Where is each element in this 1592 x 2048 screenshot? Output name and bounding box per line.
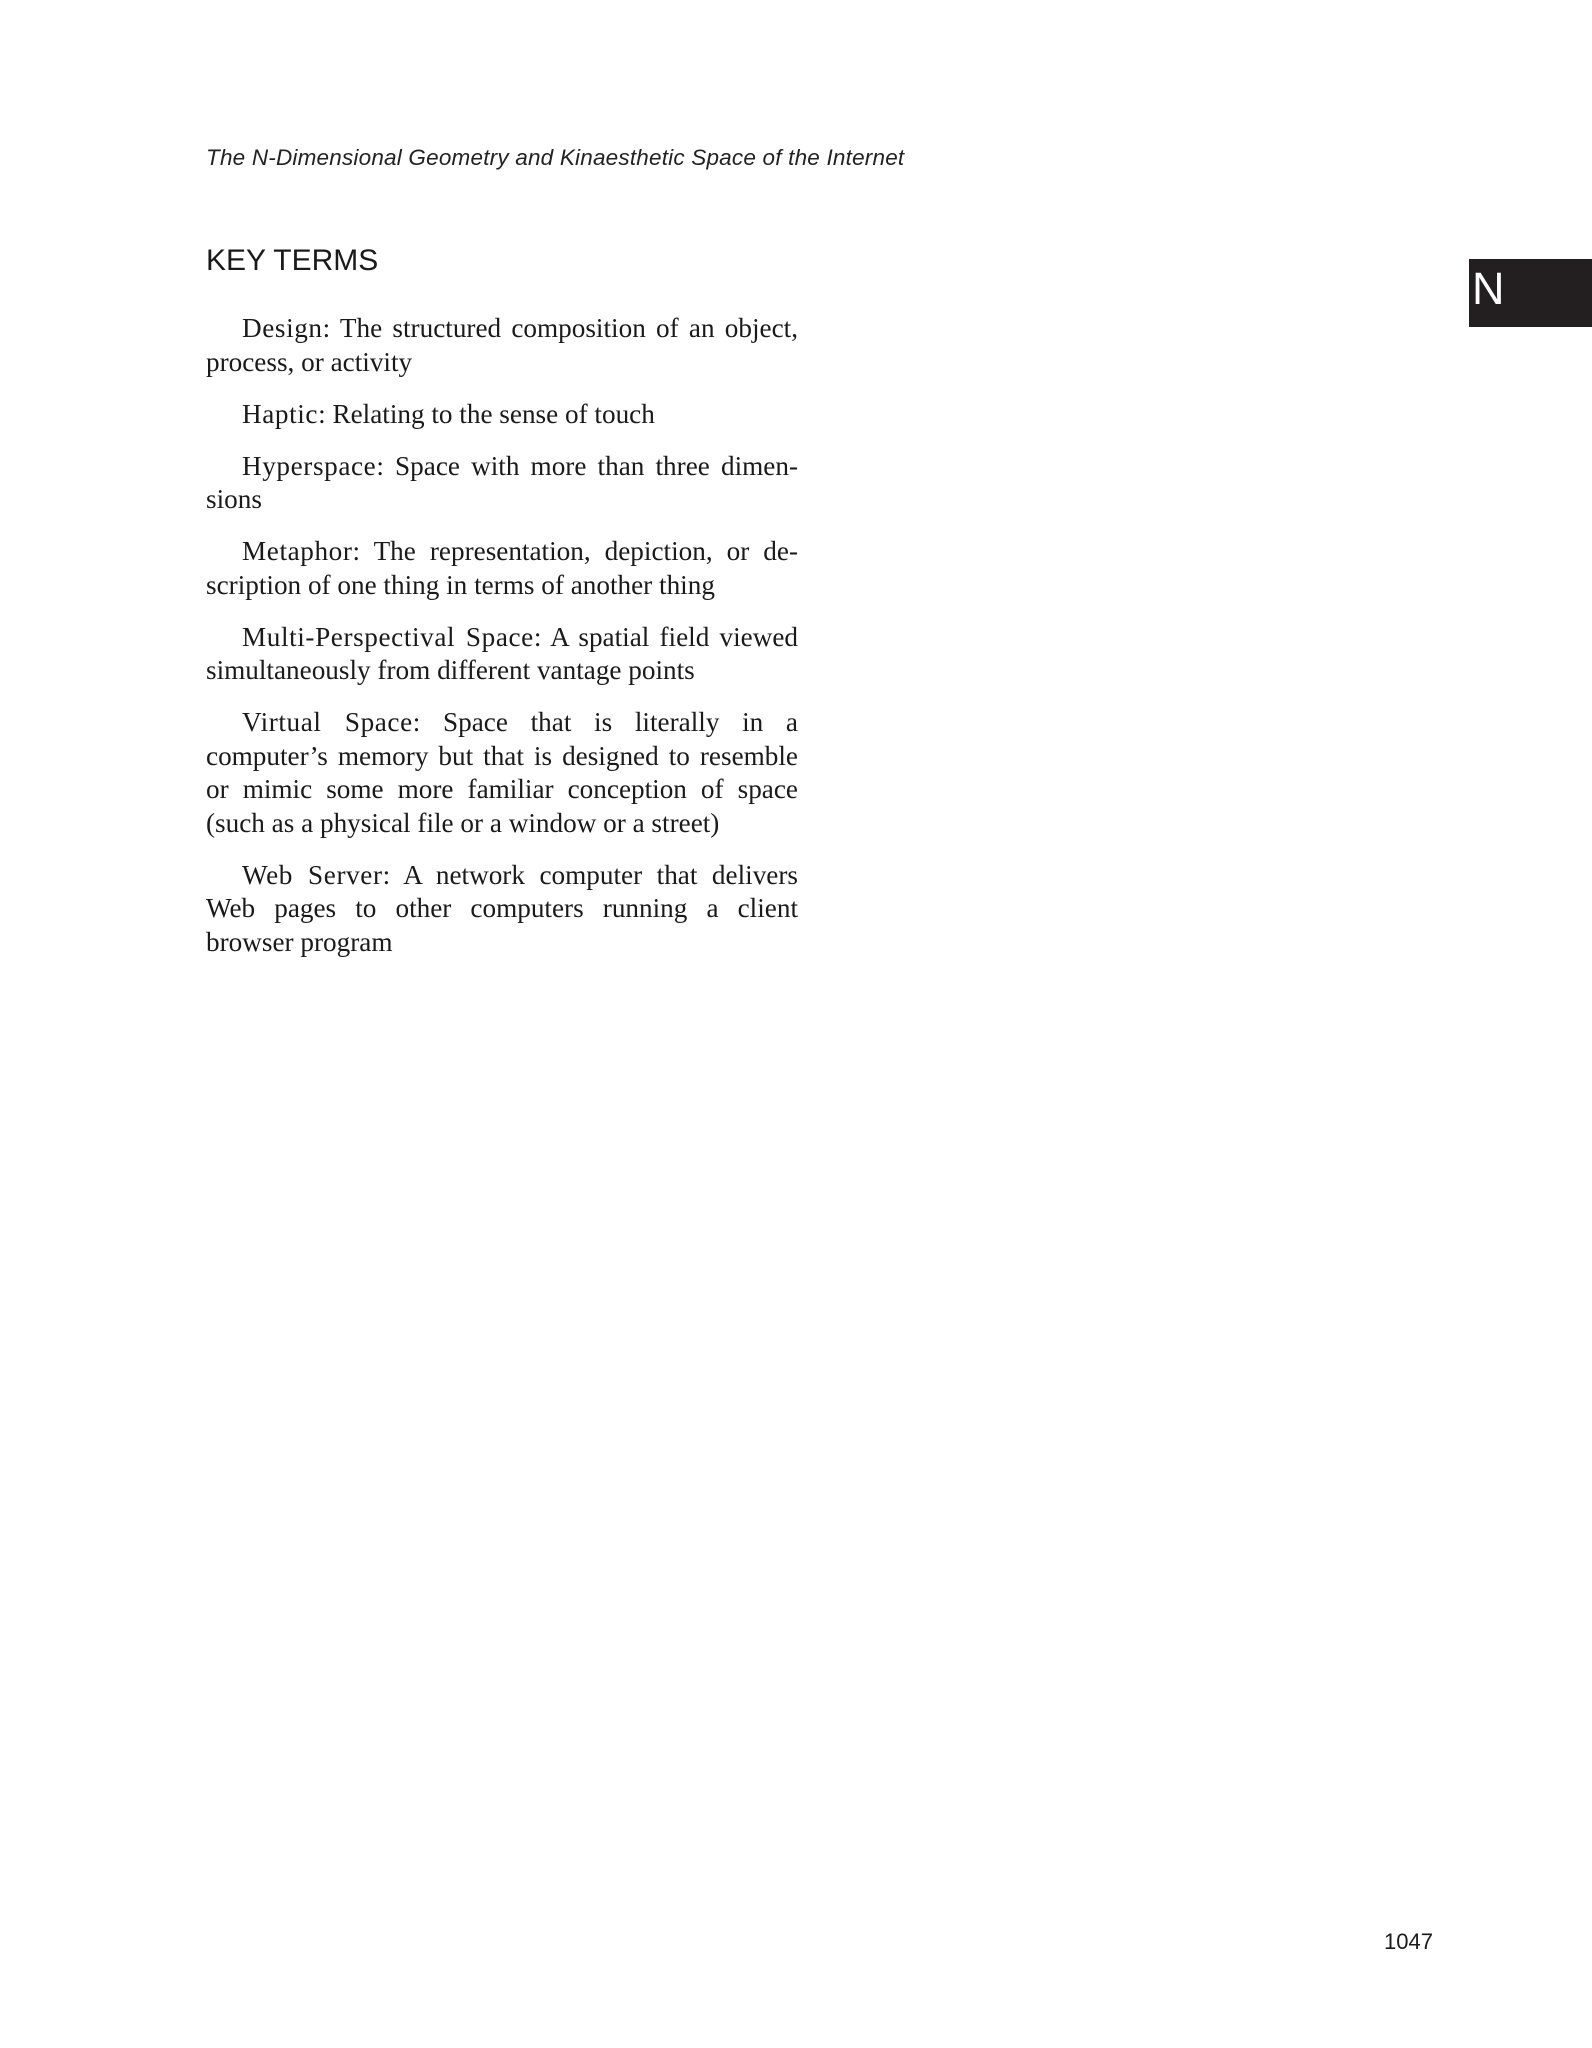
term-separator: :	[412, 707, 444, 737]
term-definition: A network computer that delivers Web pages to other computers running a client browser program	[206, 859, 798, 957]
term-definition: The structured composition of an object, process, or activity	[206, 313, 799, 377]
key-term-entry	[206, 450, 798, 517]
term-name: Metaphor	[242, 536, 353, 566]
term-definition: Relating to the sense of touch	[332, 398, 655, 429]
term-name: Haptic	[242, 398, 319, 429]
thumb-index-letter: N	[1472, 263, 1505, 314]
term-name: Web Server	[242, 859, 383, 890]
page-number: 1047	[1384, 1929, 1433, 1954]
term-separator: :	[318, 398, 333, 429]
key-term-entry	[206, 621, 798, 688]
key-term-entry	[206, 535, 798, 602]
thumb-index-tab	[1469, 259, 1592, 327]
term-separator: :	[382, 859, 404, 890]
key-term-entry	[206, 859, 798, 960]
running-head: The N-Dimensional Geometry and Kinaesthetic Space of the Internet	[206, 145, 905, 170]
key-term-entry	[206, 706, 798, 840]
term-definition: Space that is literally in a computer’s memory but that is designed to resemble or mimic some more familiar conception of space (such as a physical file or a window or a street)	[206, 707, 798, 838]
term-separator: :	[352, 536, 374, 566]
term-definition: The representation, depiction, or description of one thing in terms of another thing	[206, 536, 798, 600]
term-name: Hyperspace	[242, 450, 377, 481]
term-separator: :	[376, 450, 396, 481]
term-name: Virtual Space	[242, 707, 413, 737]
term-definition: Space with more than three dimensions	[206, 450, 798, 514]
key-term-entry	[206, 312, 798, 379]
section-heading: KEY TERMS	[206, 244, 379, 277]
term-definition: A spatial field viewed simultaneously from different vantage points	[206, 621, 798, 685]
key-term-entry	[206, 398, 798, 432]
key-terms-list	[206, 312, 798, 978]
term-name: Multi-Perspectival Space	[242, 621, 534, 652]
term-separator: :	[533, 621, 551, 652]
term-separator: :	[322, 313, 340, 343]
term-name: Design	[242, 313, 323, 343]
